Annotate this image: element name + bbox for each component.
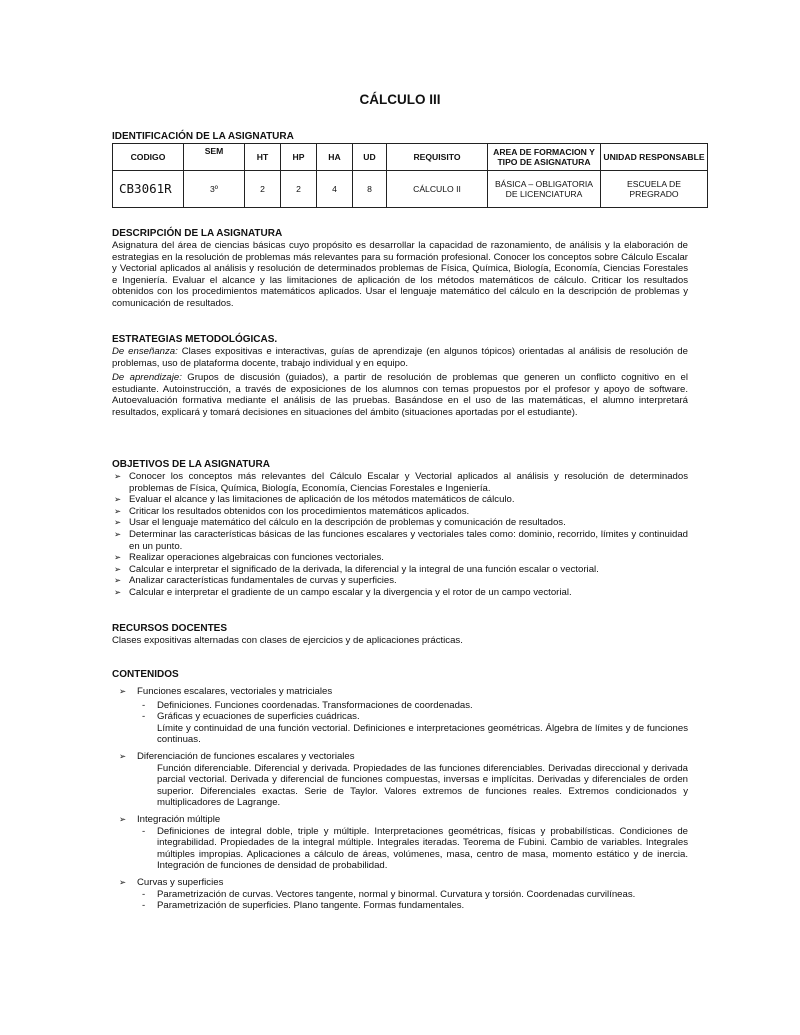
descripcion-heading: DESCRIPCIÓN DE LA ASIGNATURA	[112, 228, 283, 239]
unidad-1-title: Funciones escalares, vectoriales y matriciales	[137, 686, 333, 697]
unidad-1-text: Límite y continuidad de una función vectorial. Definiciones e interpretaciones geométricas. Álgebra de límites y de funciones continuas.	[157, 722, 688, 746]
cell-codigo: CB3061R	[113, 171, 184, 208]
estrategias-aprendizaje	[112, 372, 688, 418]
aprendizaje-label: De aprendizaje:	[112, 372, 182, 384]
cell-hp: 2	[281, 171, 317, 208]
arrow-bullet-icon: ➢	[119, 813, 127, 824]
arrow-bullet-icon: ➢	[119, 750, 127, 761]
table-row	[113, 171, 708, 208]
estrategias-heading: ESTRATEGIAS METODOLÓGICAS.	[112, 334, 278, 345]
list-item: - Definiciones. Funciones coordenadas. Transformaciones de coordenadas.	[142, 699, 473, 711]
header-ud: UD	[353, 144, 387, 171]
dash-bullet-icon: -	[142, 711, 146, 723]
header-sem: SEM	[184, 144, 245, 171]
dash-bullet-icon: -	[142, 900, 146, 912]
arrow-bullet-icon: ➢	[114, 471, 122, 481]
list-item: ➢ Usar el lenguaje matemático del cálculo en la descripción de problemas y comunicación de resultados.	[114, 517, 566, 529]
arrow-bullet-icon: ➢	[114, 563, 122, 574]
contenidos-heading: CONTENIDOS	[112, 669, 179, 680]
list-item: - Gráficas y ecuaciones de superficies cuádricas.	[142, 711, 360, 723]
estrategias-ensenanza	[112, 346, 688, 369]
dash-bullet-icon: -	[142, 825, 146, 837]
page-title: CÁLCULO III	[359, 92, 441, 107]
cell-ht: 2	[245, 171, 281, 208]
list-item: ➢ Analizar características fundamentales de curvas y superficies.	[114, 575, 397, 587]
identificacion-section	[112, 131, 688, 143]
contenido-unidad-4	[112, 877, 688, 912]
arrow-bullet-icon: ➢	[114, 586, 122, 597]
unidad-2-text: Función diferenciable. Diferencial y derivada. Propiedades de las funciones diferenciables. Derivadas direccional y derivada parcial vectorial. Derivada y diferencial de funciones compuestas, inversas e implícitas. Derivadas y diferenciales de orden superior. Diferenciales exactas. Serie de Taylor. Valores extremos de funciones reales. Extremos condicionados y multiplicadores de Lagrange.	[157, 762, 688, 809]
arrow-bullet-icon: ➢	[114, 494, 122, 505]
arrow-bullet-icon: ➢	[119, 876, 127, 887]
list-item: ➢ Evaluar el alcance y las limitaciones de aplicación de los métodos matemáticos de cálculo.	[114, 494, 515, 506]
header-area: AREA DE FORMACION Y TIPO DE ASIGNATURA	[488, 144, 601, 171]
dash-bullet-icon: -	[142, 699, 146, 711]
unidad-4-title: Curvas y superficies	[137, 876, 224, 888]
table-header-row	[113, 144, 708, 171]
identificacion-heading: IDENTIFICACIÓN DE LA ASIGNATURA	[112, 131, 294, 142]
cell-ha: 4	[317, 171, 353, 208]
list-item: ➢ Calcular e interpretar el gradiente de un campo escalar y la divergencia y el rotor de un campo vectorial.	[114, 586, 572, 598]
contenido-unidad-3	[112, 814, 688, 872]
objetivos-list	[112, 471, 688, 599]
header-requisito: REQUISITO	[387, 144, 488, 171]
unidad-2-title: Diferenciación de funciones escalares y vectoriales	[137, 750, 355, 762]
cell-sem: 3º	[184, 171, 245, 208]
list-item: - Parametrización de superficies. Plano tangente. Formas fundamentales.	[142, 900, 465, 912]
list-item: - Definiciones de integral doble, triple y múltiple. Interpretaciones geométricas, físicas y probabilísticas. Condiciones de integrabilidad. Propiedades de la integral múltiple. Integrales iteradas. Teorema de Fubini. Cambio de variables. Integrales múltiples impropias. Aplicaciones a cálculo de áreas, volúmenes, masa, centro de masa, momento estático y de inercia. Integración de funciones de densidad de probabilidad.	[142, 825, 688, 872]
header-unidad: UNIDAD RESPONSABLE	[601, 144, 708, 171]
arrow-bullet-icon: ➢	[114, 517, 122, 528]
dash-bullet-icon: -	[142, 888, 146, 900]
arrow-bullet-icon: ➢	[114, 575, 122, 586]
recursos-text: Clases expositivas alternadas con clases de ejercicios y de aplicaciones prácticas.	[112, 635, 463, 646]
header-ht: HT	[245, 144, 281, 171]
arrow-bullet-icon: ➢	[114, 505, 122, 516]
list-item: ➢ Criticar los resultados obtenidos con los procedimientos matemáticos aplicados.	[114, 505, 470, 517]
list-item: ➢ Determinar las características básicas de las funciones escalares y vectoriales tales como: dominio, recorrido, límites y continuidad en un punto.	[114, 528, 688, 552]
objetivos-section	[112, 459, 688, 599]
ensenanza-label: De enseñanza:	[112, 346, 178, 357]
aprendizaje-text: Grupos de discusión (guiados), a partir de resolución de problemas que generen un conflicto cognitivo en el estudiante. Autoinstrucción, a través de exposiciones de los alumnos con temas propuestos por el profesor y apoyo de software. Autoevaluación formativa mediante el análisis de las pruebas. Basándose en el uso de las matemáticas, el alumno interpretará resultados, explicará y tomará decisiones en situaciones del ámbito (situaciones aportadas por el estudiante).	[112, 372, 688, 418]
cell-area: BÁSICA – OBLIGATORIA DE LICENCIATURA	[488, 171, 601, 208]
cell-ud: 8	[353, 171, 387, 208]
cell-requisito: CÁLCULO II	[387, 171, 488, 208]
list-item: ➢ Realizar operaciones algebraicas con funciones vectoriales.	[114, 552, 384, 564]
header-codigo: CODIGO	[113, 144, 184, 171]
cell-unidad: ESCUELA DE PREGRADO	[601, 171, 708, 208]
arrow-bullet-icon: ➢	[114, 528, 122, 539]
identificacion-table	[112, 143, 708, 208]
objetivos-heading: OBJETIVOS DE LA ASIGNATURA	[112, 459, 270, 470]
list-item: ➢ Conocer los conceptos más relevantes del Cálculo Escalar y Vectorial aplicados al análisis y resolución de determinados problemas de Física, Química, Biología, Economía, Ciencias Forestales e Ingeniería.	[114, 471, 688, 494]
ensenanza-text: Clases expositivas e interactivas, guías de aprendizaje (en algunos tópicos) orientadas al análisis de resolución de problemas, uso de plataforma docente, trabajo individual y en equipo.	[112, 346, 688, 369]
contenido-unidad-1	[112, 686, 688, 746]
contenidos-section	[112, 669, 688, 912]
descripcion-text: Asignatura del área de ciencias básicas cuyo propósito es desarrollar la capacidad de razonamiento, de análisis y la elaboración de estrategias en la resolución de problemas más relevantes para su formación profesional. Conocer los conceptos sobre Cálculo Escalar y Vectorial aplicados al análisis y resolución de determinados problemas de Física, Química, Biología, Economía, Ciencias Forestales e Ingeniería. Evaluar el alcance y las limitaciones de aplicación de los métodos matemáticos de cálculo. Criticar los resultados obtenidos con los procedimientos matemáticos aplicados. Usar el lenguaje matemático del cálculo en la descripción de problemas y comunicación de resultados.	[112, 240, 688, 309]
list-item: - Parametrización de curvas. Vectores tangente, normal y binormal. Curvatura y torsión. Coordenadas curvilíneas.	[142, 888, 636, 900]
contenido-unidad-2	[112, 751, 688, 809]
arrow-bullet-icon: ➢	[119, 686, 127, 696]
header-hp: HP	[281, 144, 317, 171]
descripcion-section	[112, 228, 688, 310]
arrow-bullet-icon: ➢	[114, 552, 122, 563]
recursos-heading: RECURSOS DOCENTES	[112, 623, 228, 634]
recursos-section	[112, 623, 688, 647]
header-ha: HA	[317, 144, 353, 171]
estrategias-section	[112, 334, 688, 419]
unidad-3-title: Integración múltiple	[137, 813, 221, 825]
list-item: ➢ Calcular e interpretar el significado de la derivada, la diferencial y la integral de una función escalar o vectorial.	[114, 563, 599, 575]
